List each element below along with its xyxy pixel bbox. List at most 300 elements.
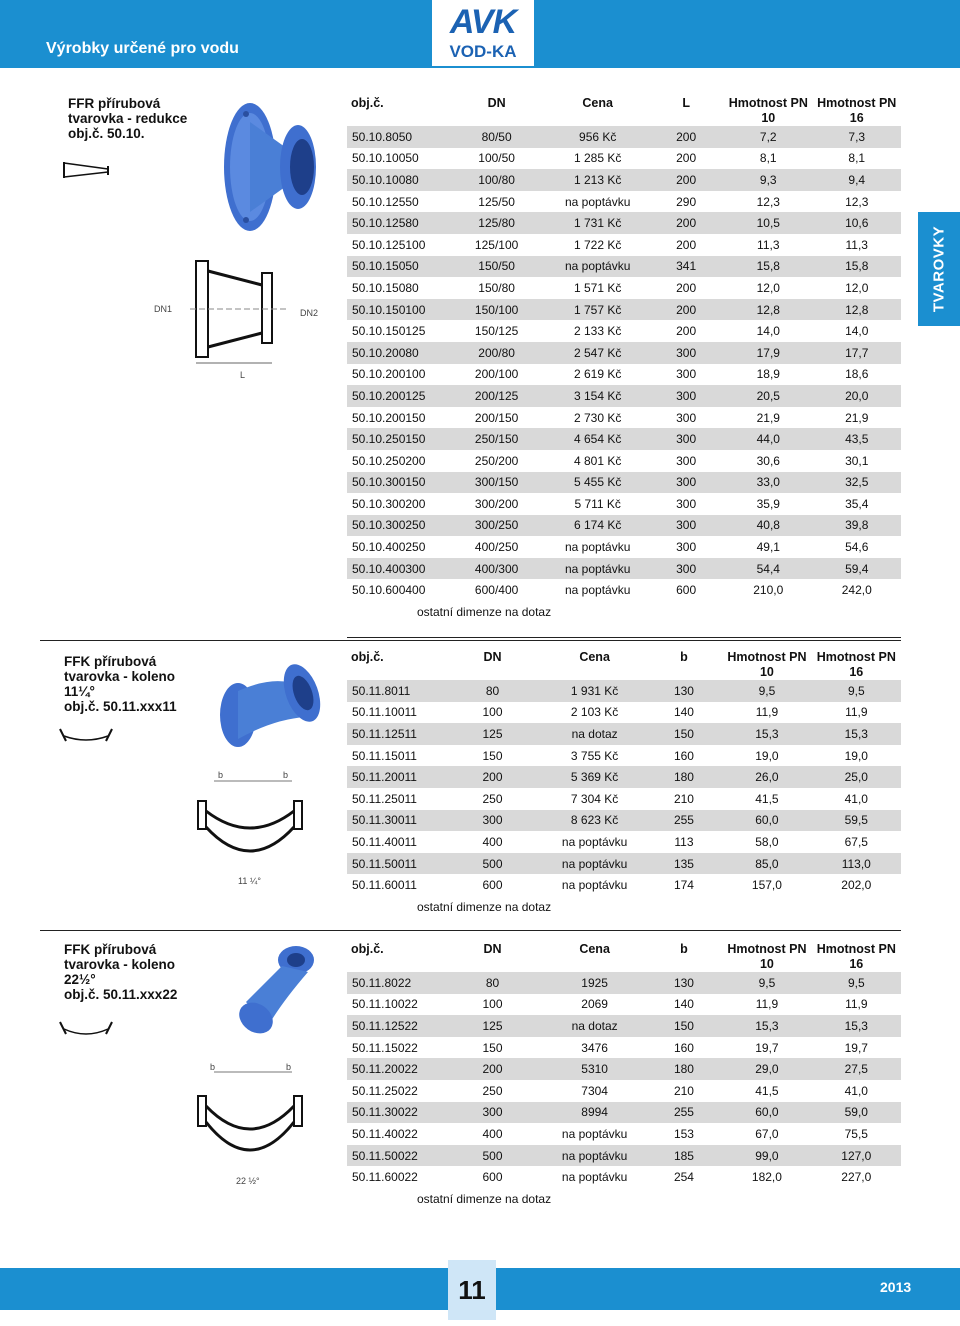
table-cell: 8,1: [848, 151, 866, 166]
table-cell: 26,0: [722, 766, 811, 788]
table-cell: 50.11.8011: [347, 680, 441, 702]
table-cell: 9,5: [722, 680, 811, 702]
table-cell: 50.10.200150: [352, 410, 426, 425]
table-row: [347, 342, 901, 364]
title-line: obj.č. 50.11.xxx22: [64, 987, 178, 1002]
table-cell: 60,0: [722, 1102, 811, 1124]
table-cell: 300: [648, 385, 724, 407]
column-header: Hmotnost PN 10: [727, 650, 807, 679]
table-cell: 254: [673, 1170, 694, 1185]
table-cell: 12,3: [756, 194, 780, 209]
table-cell: 150/125: [474, 324, 519, 339]
table-cell: 59,4: [813, 558, 902, 580]
table-row: [347, 515, 901, 537]
table-row: [347, 1058, 901, 1080]
footer-year: 2013: [880, 1279, 912, 1295]
table-cell: 182,0: [751, 1170, 782, 1185]
table-note: ostatní dimenze na dotaz: [417, 899, 552, 914]
table-cell: 50.11.30022: [347, 1102, 441, 1124]
table-cell: 60,0: [722, 810, 811, 832]
table-cell: 15,3: [722, 1015, 811, 1037]
table-cell: 67,0: [755, 1126, 779, 1141]
table-cell: 600: [482, 1170, 503, 1185]
table-row: [347, 320, 901, 342]
table-cell: 400/300: [446, 558, 547, 580]
table-cell: 341: [648, 256, 724, 278]
b-label-left: b: [218, 770, 224, 780]
table-cell: 300: [648, 515, 724, 537]
table-cell: 50.10.300200: [352, 496, 426, 511]
table-cell: 50.10.12550: [352, 194, 419, 209]
table-row: [347, 299, 901, 321]
table-row: [347, 148, 901, 170]
table-cell: 400: [482, 1126, 503, 1141]
table-cell: 39,8: [813, 515, 902, 537]
section-divider: [40, 640, 901, 641]
table-cell: 200: [676, 237, 697, 252]
table-cell: 5 455 Kč: [547, 472, 648, 494]
table-row: [347, 1166, 901, 1188]
table-row: [347, 450, 901, 472]
table-cell: 40,8: [724, 515, 812, 537]
section-divider: [347, 637, 901, 638]
table-cell: 290: [676, 194, 697, 209]
table-cell: 160: [673, 748, 694, 763]
title-line: 11¼°: [64, 684, 95, 699]
table-cell: 50.10.200125: [347, 385, 446, 407]
table-cell: 50.11.10011: [352, 705, 417, 720]
column-header: obj.č.: [351, 942, 384, 956]
table-cell: 4 801 Kč: [574, 453, 622, 468]
logo-bottom-text: VOD-KA: [449, 42, 517, 61]
table-cell: 50.10.12580: [347, 212, 446, 234]
table-cell: 1 931 Kč: [544, 680, 646, 702]
table-cell: 18,6: [845, 367, 869, 382]
table-cell: 210: [673, 1083, 694, 1098]
table-cell: 50.11.20011: [347, 766, 441, 788]
section-ffk11-title: [64, 654, 177, 714]
table-cell: 50.10.15080: [352, 280, 419, 295]
bend-11-photo-icon: [214, 655, 326, 755]
table-cell: 9,5: [812, 680, 901, 702]
table-cell: 140: [673, 705, 694, 720]
table-row: [347, 810, 901, 832]
table-cell: 17,7: [813, 342, 902, 364]
bend-22-section-drawing-icon: [196, 1066, 308, 1186]
table-cell: 50.10.15050: [347, 256, 446, 278]
table-row: [347, 364, 901, 386]
table-cell: 58,0: [755, 834, 779, 849]
table-cell: 200/150: [474, 410, 519, 425]
table-cell: 15,3: [812, 1015, 901, 1037]
table-cell: 600/400: [474, 583, 519, 598]
table-cell: 300: [676, 410, 697, 425]
table-cell: 300: [676, 367, 697, 382]
table-note: ostatní dimenze na dotaz: [417, 1191, 552, 1206]
table-cell: 9,3: [724, 169, 812, 191]
table-body: [347, 680, 901, 918]
table-cell: 15,8: [724, 256, 812, 278]
table-cell: 41,0: [844, 1083, 868, 1098]
table-row: [347, 680, 901, 702]
table-row: [347, 702, 901, 724]
table-cell: 15,3: [722, 723, 811, 745]
page-number: 11: [448, 1260, 496, 1320]
table-row: [347, 1015, 901, 1037]
dn1-label: DN1: [154, 304, 173, 314]
table-cell: 157,0: [751, 878, 782, 893]
table-cell: 180: [646, 766, 723, 788]
table-cell: 50.11.25011: [352, 791, 417, 806]
table-row: [347, 1145, 901, 1167]
table-cell: 50.11.25022: [352, 1083, 418, 1098]
table-cell: 100: [482, 705, 503, 720]
table-cell: 41,5: [755, 791, 779, 806]
column-header: obj.č.: [351, 650, 384, 664]
table-cell: 150: [646, 1015, 723, 1037]
table-cell: 43,5: [813, 428, 902, 450]
table-cell: 2 619 Kč: [574, 367, 622, 382]
table-row: [347, 407, 901, 429]
table-note-row: [347, 601, 901, 623]
table-row: [347, 853, 901, 875]
table-cell: 11,9: [755, 705, 779, 720]
title-line: tvarovka - koleno: [64, 669, 176, 684]
table-cell: 600: [676, 583, 697, 598]
table-row: [347, 126, 901, 148]
table-cell: 210,0: [753, 583, 784, 598]
table-ffk11: [347, 650, 901, 918]
table-cell: 300: [648, 472, 724, 494]
column-header: Cena: [579, 650, 610, 664]
bend-22-photo-icon: [232, 942, 316, 1040]
table-cell: 50.10.400250: [352, 540, 426, 555]
table-cell: 242,0: [841, 583, 872, 598]
table-cell: 12,3: [845, 194, 869, 209]
column-header: Hmotnost PN 16: [816, 942, 896, 971]
table-cell: 300: [676, 496, 697, 511]
table-cell: 50.11.30011: [347, 810, 441, 832]
table-cell: 50.11.12522: [347, 1015, 441, 1037]
table-cell: 12,8: [724, 299, 812, 321]
table-cell: 9,5: [722, 972, 811, 994]
table-note: ostatní dimenze na dotaz: [417, 605, 552, 620]
table-cell: 21,9: [756, 410, 780, 425]
table-cell: 50.10.400300: [347, 558, 446, 580]
column-header: b: [680, 942, 688, 956]
table-cell: 20,5: [724, 385, 812, 407]
table-cell: 125: [441, 723, 543, 745]
table-cell: 1 213 Kč: [547, 169, 648, 191]
table-cell: 50.10.600400: [352, 583, 426, 598]
table-cell: 400: [482, 834, 503, 849]
table-cell: 113,0: [812, 853, 901, 875]
table-cell: 12,8: [813, 299, 902, 321]
title-line: tvarovka - redukce: [68, 111, 188, 126]
b-label-right: b: [286, 1062, 292, 1072]
table-ffk22: [347, 942, 901, 1210]
table-cell: 200: [676, 280, 697, 295]
table-row: [347, 558, 901, 580]
table-cell: 59,0: [812, 1102, 901, 1124]
table-row: [347, 788, 901, 810]
table-row: [347, 234, 901, 256]
table-cell: 200: [648, 212, 724, 234]
table-cell: 250: [482, 1083, 503, 1098]
table-cell: 250/150: [446, 428, 547, 450]
table-cell: 200: [676, 151, 697, 166]
column-header: b: [680, 650, 688, 664]
table-cell: na poptávku: [544, 1145, 646, 1167]
table-cell: 44,0: [724, 428, 812, 450]
table-cell: 127,0: [812, 1145, 901, 1167]
table-cell: 100/80: [446, 169, 547, 191]
table-cell: 8,1: [759, 151, 777, 166]
table-cell: 50.11.12511: [347, 723, 441, 745]
table-cell: 75,5: [844, 1126, 868, 1141]
table-cell: 30,1: [845, 453, 869, 468]
table-cell: 227,0: [841, 1170, 872, 1185]
table-cell: 3 755 Kč: [570, 748, 619, 763]
table-cell: 50.11.60011: [352, 878, 417, 893]
table-cell: 1925: [544, 972, 646, 994]
title-line: FFK přírubová: [64, 942, 157, 957]
table-cell: 2 103 Kč: [570, 705, 619, 720]
table-cell: 8994: [544, 1102, 646, 1124]
column-header: Cena: [579, 942, 610, 956]
table-row: [347, 874, 901, 896]
table-cell: 200: [441, 766, 543, 788]
table-cell: 100: [482, 997, 503, 1012]
column-header: Cena: [582, 96, 613, 110]
table-cell: 50.11.40022: [352, 1126, 418, 1141]
table-cell: 27,5: [812, 1058, 901, 1080]
table-cell: 1 757 Kč: [547, 299, 648, 321]
title-line: 22½°: [64, 972, 96, 987]
table-cell: 174: [673, 878, 694, 893]
table-cell: 54,6: [845, 540, 869, 555]
table-cell: 150/100: [446, 299, 547, 321]
table-row: [347, 1080, 901, 1102]
column-header: obj.č.: [351, 96, 384, 110]
table-cell: 125/80: [446, 212, 547, 234]
table-cell: 10,5: [724, 212, 812, 234]
table-cell: 50.11.60022: [352, 1170, 418, 1185]
table-cell: 14,0: [756, 324, 780, 339]
table-cell: 150: [482, 1040, 503, 1055]
table-row: [347, 212, 901, 234]
table-cell: 21,9: [845, 410, 869, 425]
table-note-row: [347, 1188, 901, 1210]
table-cell: 50.11.20022: [347, 1058, 441, 1080]
table-cell: 29,0: [722, 1058, 811, 1080]
table-cell: 67,5: [844, 834, 868, 849]
table-row: [347, 831, 901, 853]
table-cell: 1 722 Kč: [574, 237, 622, 252]
table-cell: 202,0: [841, 878, 872, 893]
table-cell: 2 133 Kč: [574, 324, 622, 339]
table-row: [347, 1037, 901, 1059]
table-cell: 12,0: [756, 280, 780, 295]
table-row: [347, 723, 901, 745]
table-cell: 300: [648, 342, 724, 364]
table-cell: 50.11.50022: [347, 1145, 441, 1167]
table-cell: 41,0: [844, 791, 868, 806]
table-header: [347, 96, 901, 126]
avk-logo: [432, 0, 534, 66]
b-label-right: b: [283, 770, 289, 780]
column-header: Hmotnost PN 16: [817, 96, 897, 125]
table-cell: 140: [673, 997, 694, 1012]
table-cell: 50.10.150125: [352, 324, 426, 339]
table-cell: 150: [482, 748, 503, 763]
header-title: Výrobky určené pro vodu: [46, 40, 239, 57]
table-cell: 153: [673, 1126, 694, 1141]
column-header: Hmotnost PN 10: [728, 96, 808, 125]
table-cell: 250: [482, 791, 503, 806]
table-row: [347, 1123, 901, 1145]
b-label-left: b: [210, 1062, 216, 1072]
table-cell: 150/80: [478, 280, 515, 295]
table-cell: 255: [646, 810, 723, 832]
column-header: DN: [487, 96, 506, 110]
table-cell: na poptávku: [561, 834, 628, 849]
table-cell: 300: [648, 558, 724, 580]
table-cell: 200/125: [446, 385, 547, 407]
table-cell: 50.10.10050: [352, 151, 419, 166]
table-row: [347, 428, 901, 450]
table-cell: na poptávku: [561, 878, 628, 893]
table-cell: 956 Kč: [547, 126, 648, 148]
table-cell: 210: [673, 791, 694, 806]
table-cell: 19,0: [844, 748, 868, 763]
table-cell: 185: [646, 1145, 723, 1167]
table-cell: 300: [441, 810, 543, 832]
table-cell: 33,0: [724, 472, 812, 494]
table-cell: 125/50: [478, 194, 515, 209]
table-cell: na poptávku: [565, 583, 631, 598]
table-row: [347, 385, 901, 407]
table-row: [347, 745, 901, 767]
column-header: DN: [483, 650, 502, 664]
reducer-photo-icon: [210, 92, 328, 242]
table-cell: 25,0: [812, 766, 901, 788]
table-cell: 11,3: [757, 237, 780, 252]
table-cell: 50.10.125100: [352, 237, 426, 252]
table-cell: 300/250: [446, 515, 547, 537]
table-cell: 4 654 Kč: [547, 428, 648, 450]
table-cell: 7 304 Kč: [570, 791, 619, 806]
table-cell: 300: [648, 428, 724, 450]
column-header: Hmotnost PN 16: [816, 650, 896, 679]
table-cell: 50.10.8050: [347, 126, 446, 148]
table-cell: 600: [482, 878, 503, 893]
table-cell: 50.10.200100: [352, 367, 426, 382]
table-body: [347, 126, 901, 623]
table-cell: na poptávku: [544, 853, 646, 875]
section-ffr-title: [68, 96, 187, 141]
title-line: obj.č. 50.10.: [68, 126, 145, 141]
table-cell: 5 711 Kč: [574, 496, 621, 511]
table-cell: 11,3: [845, 237, 868, 252]
table-cell: 15,3: [812, 723, 901, 745]
table-cell: 1 571 Kč: [574, 280, 622, 295]
table-cell: na poptávku: [561, 1126, 628, 1141]
table-cell: 9,5: [812, 972, 901, 994]
section-divider: [40, 930, 901, 931]
title-line: tvarovka - koleno: [64, 957, 176, 972]
table-cell: 200: [648, 299, 724, 321]
table-row: [347, 579, 901, 601]
table-cell: 5 369 Kč: [544, 766, 646, 788]
table-cell: 150: [646, 723, 723, 745]
table-cell: 200: [441, 1058, 543, 1080]
table-cell: 30,6: [756, 453, 780, 468]
table-cell: 2 547 Kč: [547, 342, 648, 364]
reducer-section-drawing-icon: [190, 255, 286, 367]
table-cell: 19,7: [844, 1040, 868, 1055]
table-cell: 35,9: [756, 496, 780, 511]
column-header: L: [682, 96, 690, 110]
table-body: [347, 972, 901, 1210]
title-line: FFR přírubová: [68, 96, 161, 111]
table-cell: 11,9: [755, 997, 779, 1012]
dn2-label: DN2: [300, 308, 319, 318]
table-row: [347, 994, 901, 1016]
table-cell: 100/50: [478, 151, 515, 166]
table-cell: 50.10.250150: [347, 428, 446, 450]
table-row: [347, 536, 901, 558]
table-cell: 50.10.300250: [347, 515, 446, 537]
table-cell: 150/50: [446, 256, 547, 278]
table-cell: 35,4: [845, 496, 869, 511]
side-tab-tvarovky[interactable]: [918, 212, 960, 326]
table-cell: 500: [441, 1145, 543, 1167]
table-cell: 5310: [544, 1058, 646, 1080]
table-ffr: [347, 96, 901, 623]
table-cell: 32,5: [813, 472, 902, 494]
column-header: DN: [483, 942, 502, 956]
table-cell: 19,7: [755, 1040, 779, 1055]
table-cell: 200: [648, 126, 724, 148]
bend-22-symbol-icon: [58, 1018, 114, 1038]
table-cell: 49,1: [756, 540, 780, 555]
table-cell: 10,6: [813, 212, 902, 234]
table-cell: 85,0: [722, 853, 811, 875]
table-cell: na dotaz: [544, 1015, 646, 1037]
table-cell: 14,0: [845, 324, 869, 339]
length-label: L: [240, 370, 246, 380]
table-row: [347, 169, 901, 191]
table-cell: 50.10.20080: [347, 342, 446, 364]
table-cell: 125: [441, 1015, 543, 1037]
table-cell: 130: [646, 680, 723, 702]
table-cell: 50.10.150100: [347, 299, 446, 321]
table-cell: 1 731 Kč: [547, 212, 648, 234]
table-cell: 11,9: [845, 705, 868, 720]
table-row: [347, 191, 901, 213]
table-cell: 41,5: [755, 1083, 779, 1098]
table-cell: 50.11.40011: [352, 834, 417, 849]
table-row: [347, 472, 901, 494]
table-row: [347, 766, 901, 788]
bend-11-symbol-icon: [58, 727, 114, 745]
angle-label: 22 ½°: [236, 1176, 260, 1186]
table-cell: 50.10.250200: [352, 453, 426, 468]
table-cell: 50.11.15011: [352, 748, 417, 763]
table-cell: 11,9: [845, 997, 868, 1012]
table-cell: 50.11.15022: [352, 1040, 418, 1055]
